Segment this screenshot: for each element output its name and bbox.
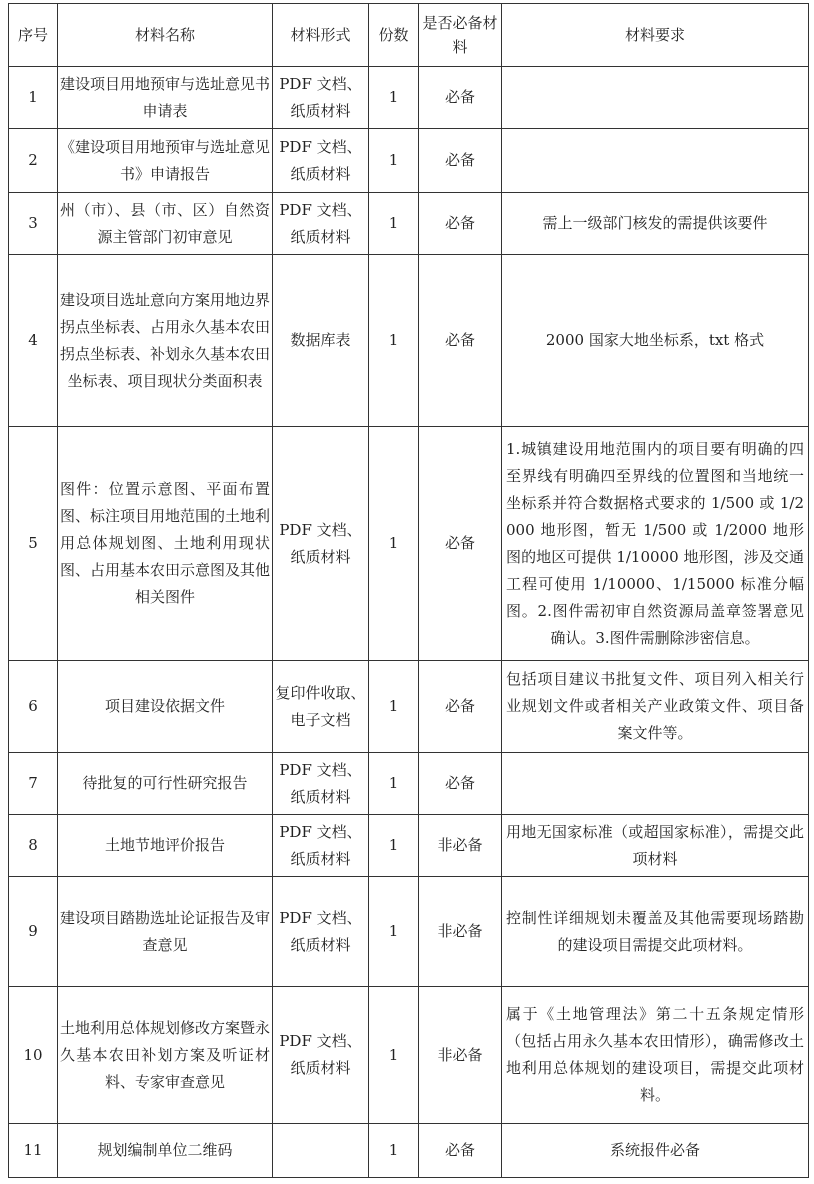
row-name: 建设项目用地预审与选址意见书申请表 bbox=[58, 67, 273, 129]
row-mandatory: 必备 bbox=[419, 1124, 502, 1178]
row-mandatory: 必备 bbox=[419, 67, 502, 129]
row-form: PDF 文档、纸质材料 bbox=[273, 987, 369, 1124]
row-form: PDF 文档、纸质材料 bbox=[273, 877, 369, 987]
row-name: 待批复的可行性研究报告 bbox=[58, 753, 273, 815]
row-copies: 1 bbox=[369, 255, 419, 427]
row-copies: 1 bbox=[369, 987, 419, 1124]
row-copies: 1 bbox=[369, 67, 419, 129]
row-copies: 1 bbox=[369, 193, 419, 255]
row-mandatory: 必备 bbox=[419, 753, 502, 815]
row-index: 6 bbox=[9, 661, 58, 753]
row-index: 2 bbox=[9, 129, 58, 193]
header-form: 材料形式 bbox=[273, 4, 369, 67]
row-name: 土地利用总体规划修改方案暨永久基本农田补划方案及听证材料、专家审查意见 bbox=[58, 987, 273, 1124]
row-index: 5 bbox=[9, 427, 58, 661]
row-form: PDF 文档、纸质材料 bbox=[273, 129, 369, 193]
row-name: 图件：位置示意图、平面布置图、标注项目用地范围的土地利用总体规划图、土地利用现状图、占用基本农田示意图及其他相关图件 bbox=[58, 427, 273, 661]
row-requirement: 系统报件必备 bbox=[502, 1124, 809, 1178]
row-mandatory: 非必备 bbox=[419, 987, 502, 1124]
row-requirement bbox=[502, 67, 809, 129]
table-row bbox=[9, 1124, 809, 1178]
row-name: 建设项目选址意向方案用地边界拐点坐标表、占用永久基本农田拐点坐标表、补划永久基本农田坐标表、项目现状分类面积表 bbox=[58, 255, 273, 427]
row-copies: 1 bbox=[369, 661, 419, 753]
row-index: 11 bbox=[9, 1124, 58, 1178]
row-mandatory: 必备 bbox=[419, 661, 502, 753]
row-requirement: 包括项目建议书批复文件、项目列入相关行业规划文件或者相关产业政策文件、项目备案文件等。 bbox=[502, 661, 809, 753]
row-mandatory: 必备 bbox=[419, 193, 502, 255]
row-form: PDF 文档、纸质材料 bbox=[273, 427, 369, 661]
row-name: 项目建设依据文件 bbox=[58, 661, 273, 753]
table-row bbox=[9, 67, 809, 129]
row-requirement: 需上一级部门核发的需提供该要件 bbox=[502, 193, 809, 255]
row-form: PDF 文档、纸质材料 bbox=[273, 193, 369, 255]
row-copies: 1 bbox=[369, 877, 419, 987]
materials-table bbox=[8, 3, 809, 1178]
row-index: 3 bbox=[9, 193, 58, 255]
row-name: 土地节地评价报告 bbox=[58, 815, 273, 877]
row-copies: 1 bbox=[369, 753, 419, 815]
row-requirement: 用地无国家标准（或超国家标准），需提交此项材料 bbox=[502, 815, 809, 877]
header-copies: 份数 bbox=[369, 4, 419, 67]
row-index: 4 bbox=[9, 255, 58, 427]
row-index: 8 bbox=[9, 815, 58, 877]
row-index: 9 bbox=[9, 877, 58, 987]
row-requirement: 属于《土地管理法》第二十五条规定情形（包括占用永久基本农田情形），确需修改土地利用总体规划的建设项目，需提交此项材料。 bbox=[502, 987, 809, 1124]
table-row bbox=[9, 129, 809, 193]
table-row bbox=[9, 661, 809, 753]
row-form: PDF 文档、纸质材料 bbox=[273, 815, 369, 877]
row-name: 《建设项目用地预审与选址意见书》申请报告 bbox=[58, 129, 273, 193]
table-row bbox=[9, 255, 809, 427]
row-copies: 1 bbox=[369, 815, 419, 877]
row-name: 州（市）、县（市、区）自然资源主管部门初审意见 bbox=[58, 193, 273, 255]
row-mandatory: 非必备 bbox=[419, 815, 502, 877]
row-name: 规划编制单位二维码 bbox=[58, 1124, 273, 1178]
table-row bbox=[9, 815, 809, 877]
header-requirement: 材料要求 bbox=[502, 4, 809, 67]
row-requirement bbox=[502, 753, 809, 815]
table-row bbox=[9, 987, 809, 1124]
row-copies: 1 bbox=[369, 427, 419, 661]
row-requirement bbox=[502, 129, 809, 193]
table-row bbox=[9, 427, 809, 661]
row-form: PDF 文档、纸质材料 bbox=[273, 753, 369, 815]
row-requirement: 2000 国家大地坐标系，txt 格式 bbox=[502, 255, 809, 427]
row-form bbox=[273, 1124, 369, 1178]
row-mandatory: 必备 bbox=[419, 427, 502, 661]
row-form: PDF 文档、纸质材料 bbox=[273, 67, 369, 129]
row-mandatory: 非必备 bbox=[419, 877, 502, 987]
header-mandatory: 是否必备材料 bbox=[419, 4, 502, 67]
table-row bbox=[9, 193, 809, 255]
table-header-row bbox=[9, 4, 809, 67]
row-requirement: 控制性详细规划未覆盖及其他需要现场踏勘的建设项目需提交此项材料。 bbox=[502, 877, 809, 987]
row-form: 复印件收取、电子文档 bbox=[273, 661, 369, 753]
header-index: 序号 bbox=[9, 4, 58, 67]
table-row bbox=[9, 753, 809, 815]
row-copies: 1 bbox=[369, 129, 419, 193]
table-row bbox=[9, 877, 809, 987]
row-index: 7 bbox=[9, 753, 58, 815]
row-requirement: 1.城镇建设用地范围内的项目要有明确的四至界线有明确四至界线的位置图和当地统一坐标系并符合数据格式要求的 1/500 或 1/2000 地形图，暂无 1/500 或 1/2000 地形图的地区可提供 1/10000 地形图，涉及交通工程可使用 1/10000、1/15000 标准分幅图。2.图件需初审自然资源局盖章签署意见确认。3.图件需删除涉密信息。 bbox=[502, 427, 809, 661]
row-index: 10 bbox=[9, 987, 58, 1124]
row-copies: 1 bbox=[369, 1124, 419, 1178]
row-form: 数据库表 bbox=[273, 255, 369, 427]
header-name: 材料名称 bbox=[58, 4, 273, 67]
row-mandatory: 必备 bbox=[419, 129, 502, 193]
row-index: 1 bbox=[9, 67, 58, 129]
row-mandatory: 必备 bbox=[419, 255, 502, 427]
row-name: 建设项目踏勘选址论证报告及审查意见 bbox=[58, 877, 273, 987]
